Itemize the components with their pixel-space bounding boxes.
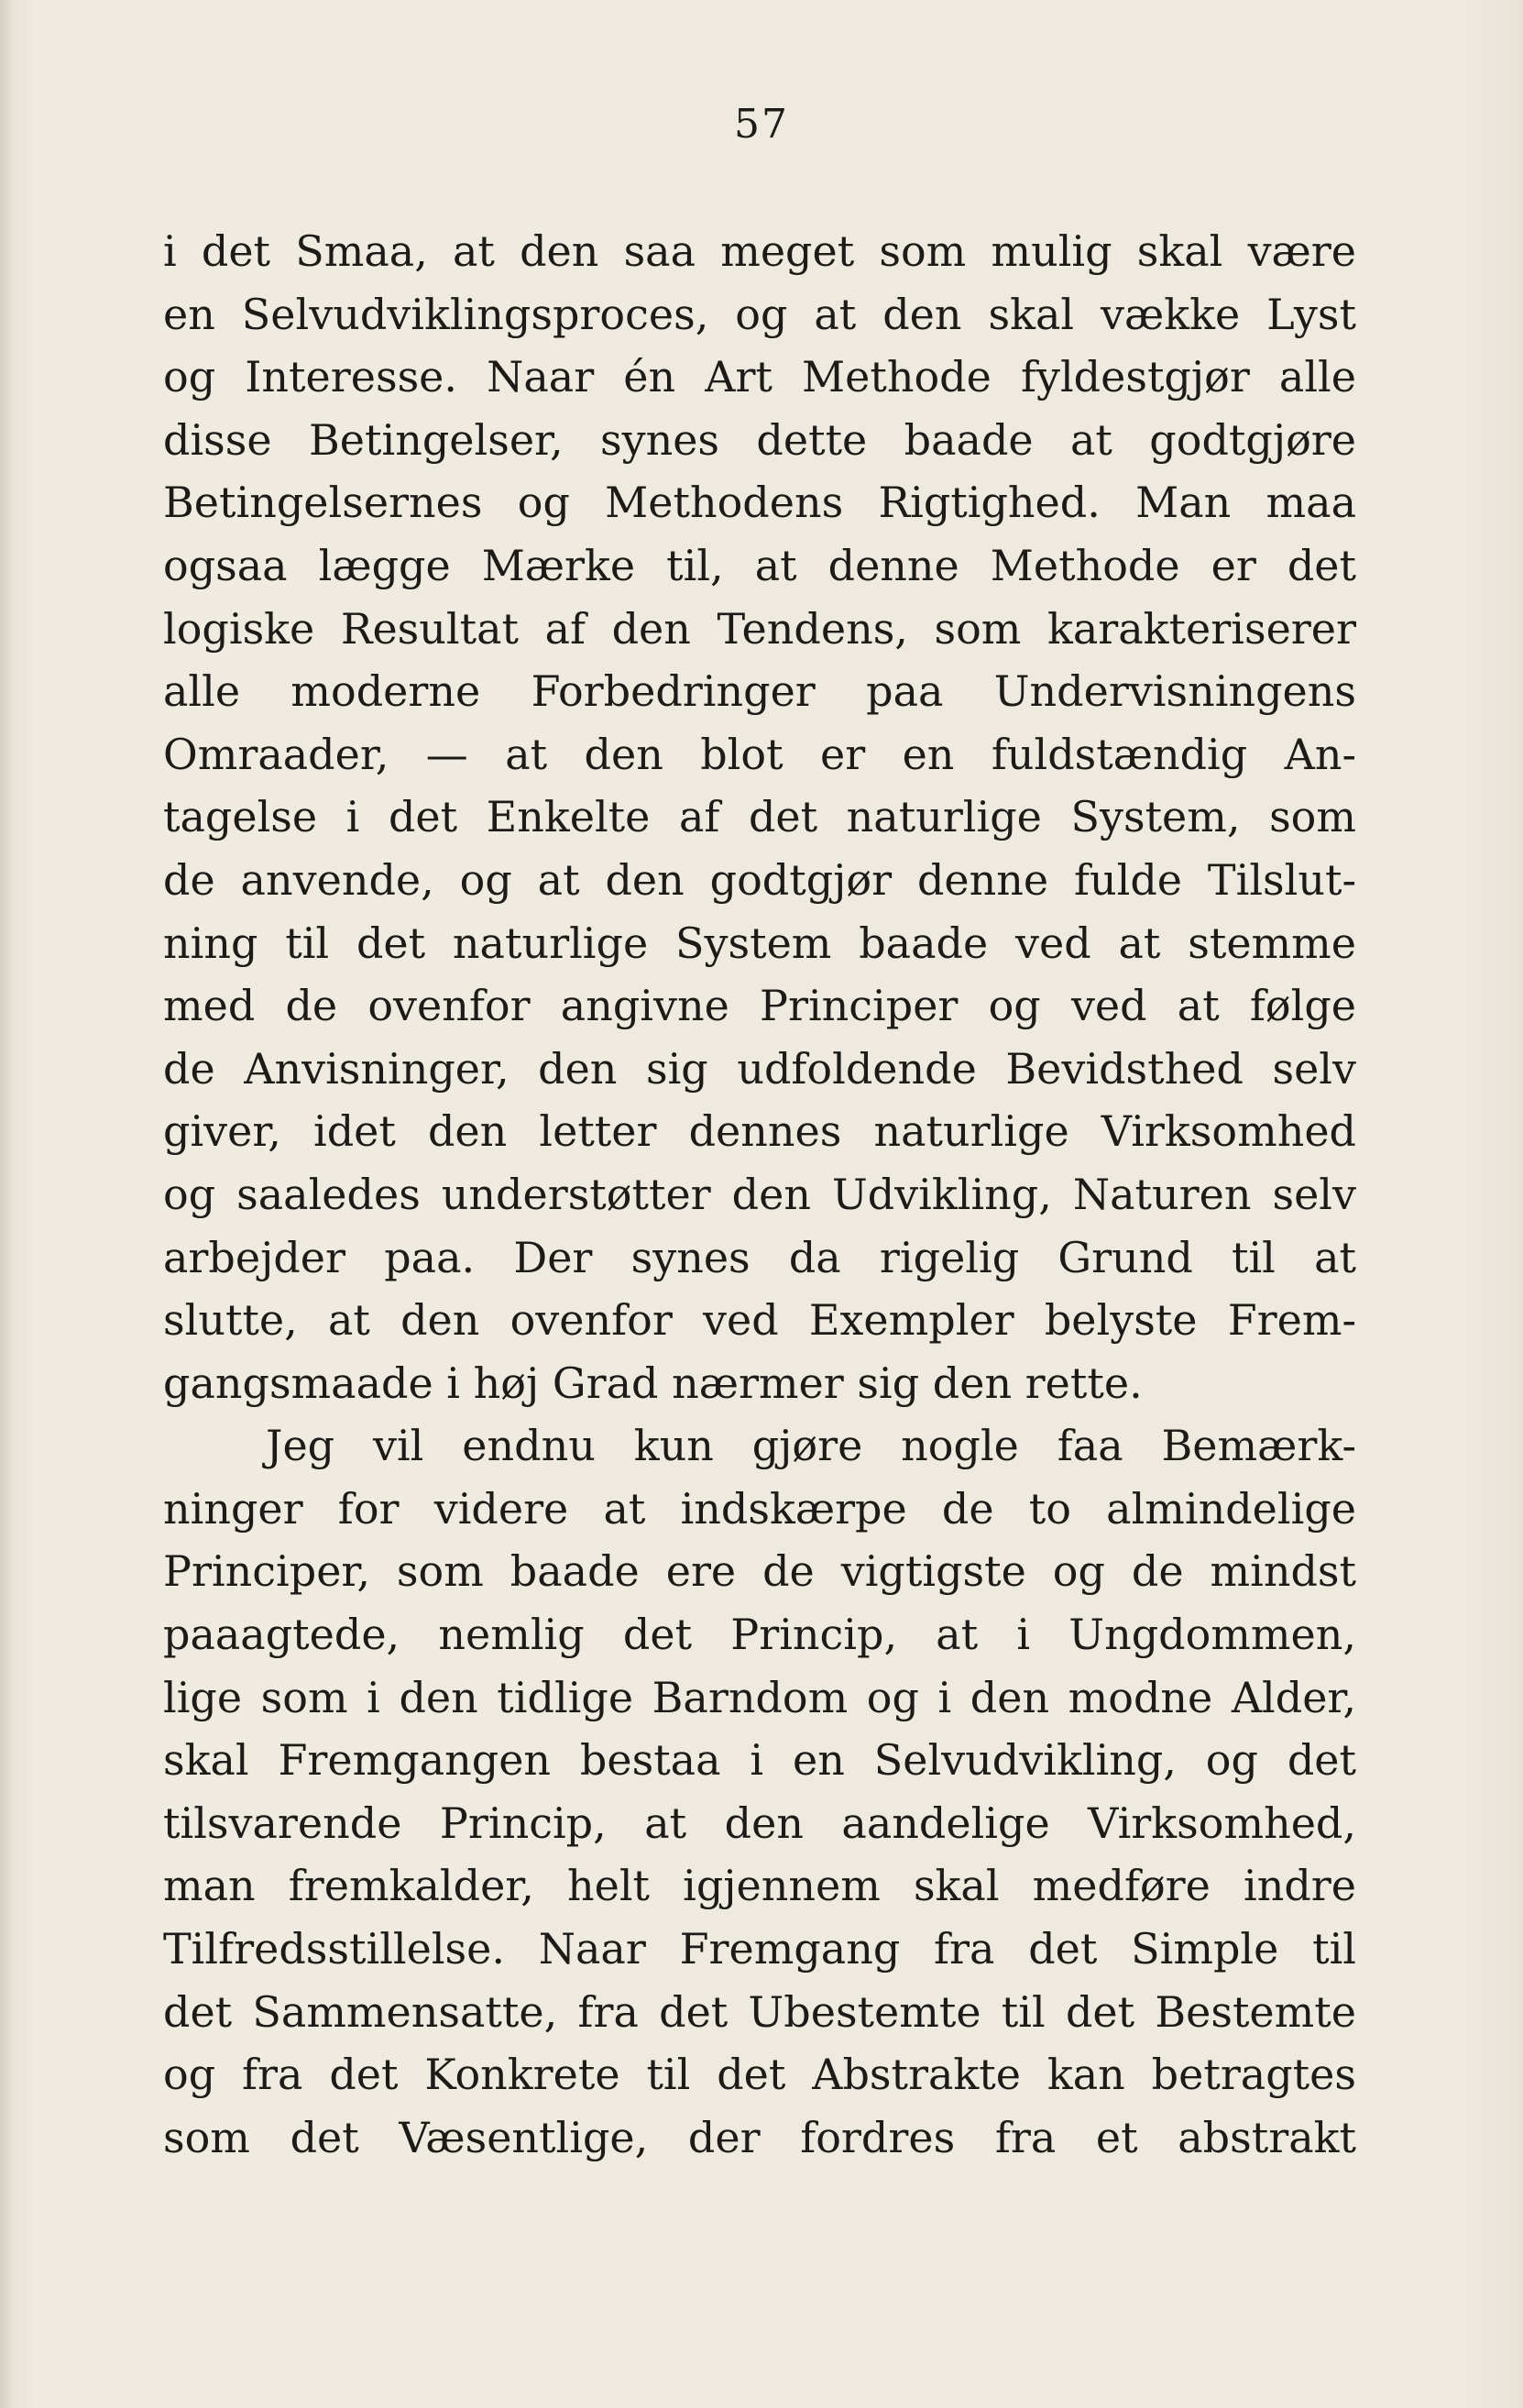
text-line: disse Betingelser, synes dette baade at godtgjøre: [163, 414, 1356, 465]
text-line: Tilfredsstillelse. Naar Fremgang fra det Simple til: [163, 1924, 1356, 1974]
text-line: alle moderne Forbedringer paa Undervisningens: [163, 666, 1356, 717]
page-number: 57: [734, 101, 789, 148]
text-line: med de ovenfor angivne Principer og ved at følge: [163, 981, 1356, 1031]
page-edge-shadow: [0, 0, 13, 2408]
text-line: Betingelsernes og Methodens Rigtighed. Man maa: [163, 478, 1356, 528]
text-line: det Sammensatte, fra det Ubestemte til det Bestemte: [163, 1986, 1356, 2037]
body-text: [163, 220, 1356, 2169]
text-line: de anvende, og at den godtgjør denne fulde Tilslut-: [163, 854, 1356, 905]
text-line: de Anvisninger, den sig udfoldende Bevidsthed selv: [163, 1043, 1356, 1094]
text-line: og fra det Konkrete til det Abstrakte kan betragtes: [163, 2050, 1356, 2100]
text-line: ninger for videre at indskærpe de to almindelige: [163, 1483, 1356, 1534]
text-line: giver, idet den letter dennes naturlige Virksomhed: [163, 1106, 1356, 1157]
text-line: logiske Resultat af den Tendens, som karakteriserer: [163, 603, 1356, 654]
text-line: ogsaa lægge Mærke til, at denne Methode er det: [163, 540, 1356, 590]
text-line: slutte, at den ovenfor ved Exempler belyste Frem-: [163, 1295, 1356, 1346]
text-line: som det Væsentlige, der fordres fra et abstrakt: [163, 2112, 1356, 2162]
text-line: arbejder paa. Der synes da rigelig Grund til at: [163, 1232, 1356, 1282]
text-line: lige som i den tidlige Barndom og i den modne Alder,: [163, 1672, 1356, 1722]
text-line: og Interesse. Naar én Art Methode fyldestgjør alle: [163, 352, 1356, 402]
text-line: tilsvarende Princip, at den aandelige Virksomhed,: [163, 1798, 1356, 1848]
paragraph-start-line: Jeg vil endnu kun gjøre nogle faa Bemærk-: [266, 1421, 1356, 1471]
text-line: paaagtede, nemlig det Princip, at i Ungdommen,: [163, 1610, 1356, 1660]
text-line: Omraader, — at den blot er en fuldstændig An-: [163, 729, 1356, 779]
paragraph-end-line: gangsmaade i høj Grad nærmer sig den rette.: [163, 1358, 1143, 1408]
text-line: skal Fremgangen bestaa i en Selvudvikling, og det: [163, 1735, 1356, 1786]
text-line: en Selvudviklingsproces, og at den skal vække Lyst: [163, 289, 1356, 339]
text-line: og saaledes understøtter den Udvikling, Naturen selv: [163, 1169, 1356, 1219]
text-line: ning til det naturlige System baade ved at stemme: [163, 918, 1356, 968]
text-line: Principer, som baade ere de vigtigste og de mindst: [163, 1546, 1356, 1597]
text-line: man fremkalder, helt igjennem skal medføre indre: [163, 1861, 1356, 1911]
text-line: i det Smaa, at den saa meget som mulig skal være: [163, 226, 1356, 276]
text-line: tagelse i det Enkelte af det naturlige System, som: [163, 792, 1356, 842]
